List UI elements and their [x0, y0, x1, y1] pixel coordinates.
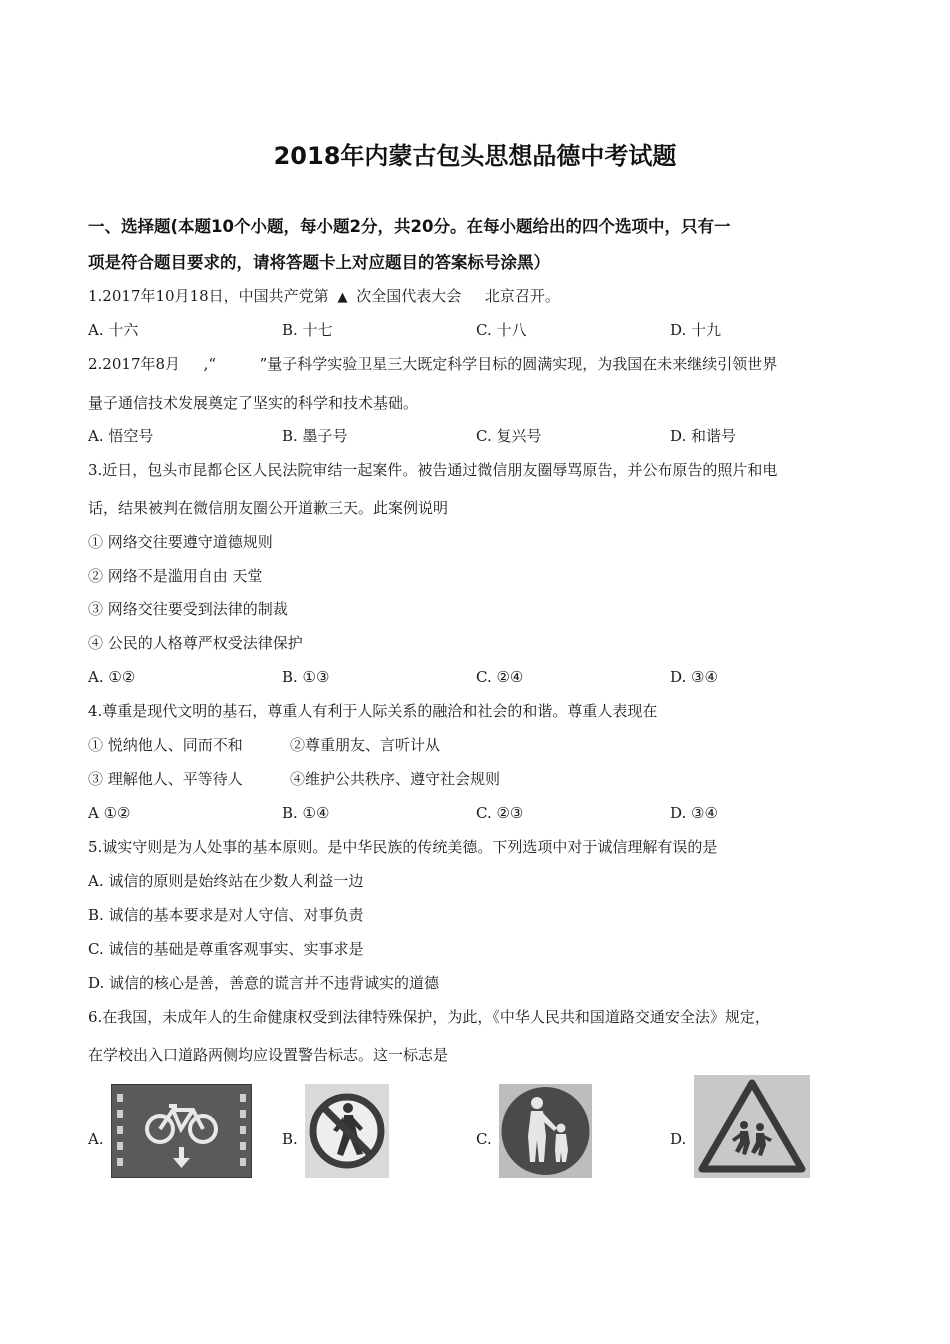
question-4-item-2: ②尊重朋友、言听计从	[290, 736, 441, 754]
question-1-stem-part-b: 次全国代表大会	[356, 287, 462, 305]
question-4-stem: 4.尊重是现代文明的基石，尊重人有利于人际关系的融洽和社会的和谐。尊重人表现在	[88, 702, 658, 720]
question-5-option-b[interactable]: B. 诚信的基本要求是对人守信、对事负责	[88, 906, 364, 924]
question-3-option-c[interactable]: C. ②④	[476, 668, 524, 686]
question-4-item-1: ① 悦纳他人、同而不和	[88, 736, 243, 754]
question-3-item-1: ① 网络交往要遵守道德规则	[88, 533, 273, 551]
question-3-option-a[interactable]: A. ①②	[88, 668, 136, 686]
question-2-stem-line-2: 量子通信技术发展奠定了坚实的科学和技术基础。	[88, 394, 419, 412]
question-1-option-c[interactable]: C. 十八	[476, 321, 527, 339]
question-6-option-c-label[interactable]: C.	[476, 1130, 492, 1148]
section-heading-line-2: 项是符合题目要求的，请将答题卡上对应题目的答案标号涂黑）	[88, 253, 550, 272]
no-pedestrian-sign-icon[interactable]	[305, 1084, 389, 1182]
question-5-option-c[interactable]: C. 诚信的基础是尊重客观事实、实事求是	[88, 940, 364, 958]
page-title: 2018年内蒙古包头思想品德中考试题	[273, 142, 677, 170]
question-4-option-a[interactable]: A ①②	[88, 804, 131, 822]
question-4-option-b[interactable]: B. ①④	[282, 804, 330, 822]
question-5-option-d[interactable]: D. 诚信的核心是善，善意的谎言并不违背诚实的道德	[88, 974, 440, 992]
question-1-option-b[interactable]: B. 十七	[282, 321, 333, 339]
question-1-stem-part-a: 1.2017年10月18日，中国共产党第	[88, 287, 329, 305]
question-6-option-d-label[interactable]: D.	[670, 1130, 687, 1148]
question-6-stem: 6.在我国，未成年人的生命健康权受到法律特殊保护，为此，《中华人民共和国道路交通安全法》规定，	[88, 1008, 770, 1026]
question-2-option-a[interactable]: A. 悟空号	[88, 427, 154, 445]
question-4-option-c[interactable]: C. ②③	[476, 804, 524, 822]
question-3-item-4: ④ 公民的人格尊严权受法律保护	[88, 634, 303, 652]
adult-child-walking-sign-icon[interactable]	[499, 1084, 592, 1182]
question-2-stem-part-b: ,“	[203, 355, 217, 373]
question-4-item-3: ③ 理解他人、平等待人	[88, 770, 243, 788]
question-2-stem-part-a: 2.2017年8月	[88, 355, 181, 373]
children-crossing-warning-sign-icon[interactable]	[694, 1075, 810, 1182]
question-3-item-2: ② 网络不是滥用自由 天堂	[88, 567, 263, 585]
question-1-option-d[interactable]: D. 十九	[670, 321, 722, 339]
question-6-option-b-label[interactable]: B.	[282, 1130, 298, 1148]
question-3-option-d[interactable]: D. ③④	[670, 668, 718, 686]
question-5-option-a[interactable]: A. 诚信的原则是始终站在少数人利益一边	[88, 872, 364, 890]
question-2-option-c[interactable]: C. 复兴号	[476, 427, 542, 445]
question-3-item-3: ③ 网络交往要受到法律的制裁	[88, 600, 288, 618]
question-2-option-b[interactable]: B. 墨子号	[282, 427, 348, 445]
question-2-stem	[88, 354, 777, 374]
question-5-stem: 5.诚实守则是为人处事的基本原则。是中华民族的传统美德。下列选项中对于诚信理解有误的是	[88, 838, 718, 856]
question-2-option-d[interactable]: D. 和谐号	[670, 427, 737, 445]
question-6-stem-line-2: 在学校出入口道路两侧均应设置警告标志。这一标志是	[88, 1046, 449, 1064]
question-4-option-d[interactable]: D. ③④	[670, 804, 718, 822]
question-4-item-4: ④维护公共秩序、遵守社会规则	[290, 770, 501, 788]
blank-marker-icon: ▲	[337, 290, 348, 305]
question-3-stem-line-2: 话，结果被判在微信朋友圈公开道歉三天。此案例说明	[88, 499, 449, 517]
question-3-stem: 3.近日，包头市昆都仑区人民法院审结一起案件。被告通过微信朋友圈辱骂原告，并公布原告的照片和电	[88, 461, 778, 479]
section-heading-line-1: 一、选择题(本题10个小题，每小题2分，共20分。在每小题给出的四个选项中，只有一	[88, 217, 731, 236]
bicycle-lane-sign-icon[interactable]	[111, 1084, 252, 1182]
question-3-option-b[interactable]: B. ①③	[282, 668, 330, 686]
question-1-stem	[88, 286, 560, 308]
question-6-option-a-label[interactable]: A.	[88, 1130, 104, 1148]
question-1-option-a[interactable]: A. 十六	[88, 321, 139, 339]
question-1-stem-part-c: 北京召开。	[484, 287, 560, 305]
question-2-stem-part-c: ”量子科学实验卫星三大既定科学目标的圆满实现，为我国在未来继续引领世界	[259, 355, 778, 373]
